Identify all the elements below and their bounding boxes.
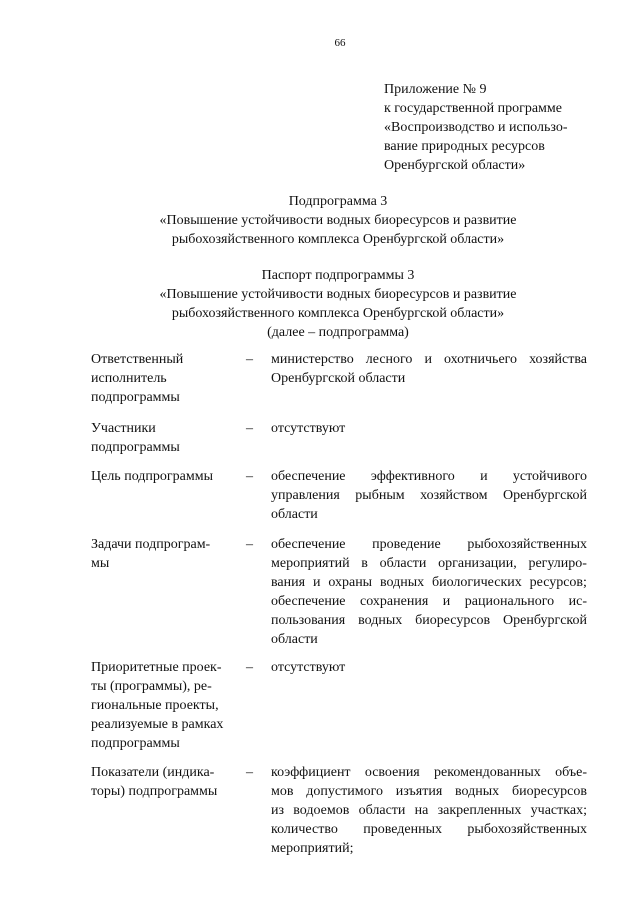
row-label-line: реализуемые в рамках — [91, 717, 224, 732]
row-label — [91, 763, 236, 801]
row-label — [91, 658, 236, 753]
appendix-reference — [384, 80, 624, 175]
subprogram-title-line: Подпрограмма 3 — [288, 194, 388, 209]
row-dash: – — [246, 469, 253, 484]
passport-title-line: Паспорт подпрограммы 3 — [261, 268, 415, 283]
row-value-line: управления рыбным хозяйством Оренбургской — [271, 488, 587, 503]
passport-title-line: «Повышение устойчивости водных биоресурсов и развитие — [159, 287, 517, 302]
row-label-line: исполнитель — [91, 371, 167, 386]
appendix-line: «Воспроизводство и использо- — [384, 120, 568, 135]
row-dash: – — [246, 537, 253, 552]
row-dash: – — [246, 421, 253, 436]
row-value-line: обеспечение проведение рыбохозяйственных — [271, 537, 587, 552]
row-label-line: подпрограммы — [91, 736, 180, 751]
row-value-line: мов допустимого изъятия водных биоресурсов — [271, 784, 587, 799]
row-value — [271, 535, 587, 649]
row-label-line: Ответственный — [91, 352, 184, 367]
appendix-line: вание природных ресурсов — [384, 139, 545, 154]
page-number: 66 — [334, 37, 346, 49]
row-value-line: области — [271, 507, 318, 522]
row-value-line: обеспечение сохранения и рационального ис- — [271, 594, 587, 609]
row-dash: – — [246, 352, 253, 367]
row-label-line: гиональные проекты, — [91, 698, 219, 713]
row-label — [91, 350, 236, 407]
passport-title-line: (далее – подпрограмма) — [267, 325, 409, 340]
row-label-line: торы) подпрограммы — [91, 784, 218, 799]
row-dash: – — [246, 660, 253, 675]
row-value-line: мероприятий в области организации, регулиро- — [271, 556, 587, 571]
row-value-line: отсутствуют — [271, 421, 346, 436]
row-label-line: подпрограммы — [91, 440, 180, 455]
row-value — [271, 763, 587, 858]
row-value-line: количество проведенных рыбохозяйственных — [271, 822, 587, 837]
subprogram-title-line: рыбохозяйственного комплекса Оренбургской области» — [171, 232, 505, 247]
row-label — [91, 467, 236, 486]
row-label — [91, 419, 236, 457]
row-value-line: мероприятий; — [271, 841, 354, 856]
row-label-line: Показатели (индика- — [91, 765, 215, 780]
subprogram-title-line: «Повышение устойчивости водных биоресурсов и развитие — [159, 213, 517, 228]
row-value-line: обеспечение эффективного и устойчивого — [271, 469, 587, 484]
appendix-line: Оренбургской области» — [384, 158, 526, 173]
row-value — [271, 467, 587, 524]
row-label-line: Участники — [91, 421, 156, 436]
row-label-line: ты (программы), ре- — [91, 679, 212, 694]
row-label — [91, 535, 236, 573]
row-value-line: отсутствуют — [271, 660, 346, 675]
row-value — [271, 419, 587, 438]
passport-title — [0, 266, 640, 342]
row-value-line: пользования водных биоресурсов Оренбургской — [271, 613, 587, 628]
row-dash: – — [246, 765, 253, 780]
row-value-line: вания и охраны водных биологических ресурсов; — [271, 575, 587, 590]
appendix-line: Приложение № 9 — [384, 82, 487, 97]
passport-title-line: рыбохозяйственного комплекса Оренбургской области» — [171, 306, 505, 321]
row-value-line: Оренбургской области — [271, 371, 406, 386]
row-value — [271, 350, 587, 388]
row-label-line: Приоритетные проек- — [91, 660, 222, 675]
row-value-line: области — [271, 632, 318, 647]
row-label-line: Цель подпрограммы — [91, 469, 213, 484]
row-value-line: из водоемов области на закрепленных участках; — [271, 803, 587, 818]
appendix-line: к государственной программе — [384, 101, 562, 116]
subprogram-title — [0, 192, 640, 249]
row-label-line: подпрограммы — [91, 390, 180, 405]
row-label-line: мы — [91, 556, 110, 571]
row-value — [271, 658, 587, 677]
row-label-line: Задачи подпрограм- — [91, 537, 211, 552]
row-value-line: министерство лесного и охотничьего хозяйства — [271, 352, 587, 367]
row-value-line: коэффициент освоения рекомендованных объе- — [271, 765, 587, 780]
